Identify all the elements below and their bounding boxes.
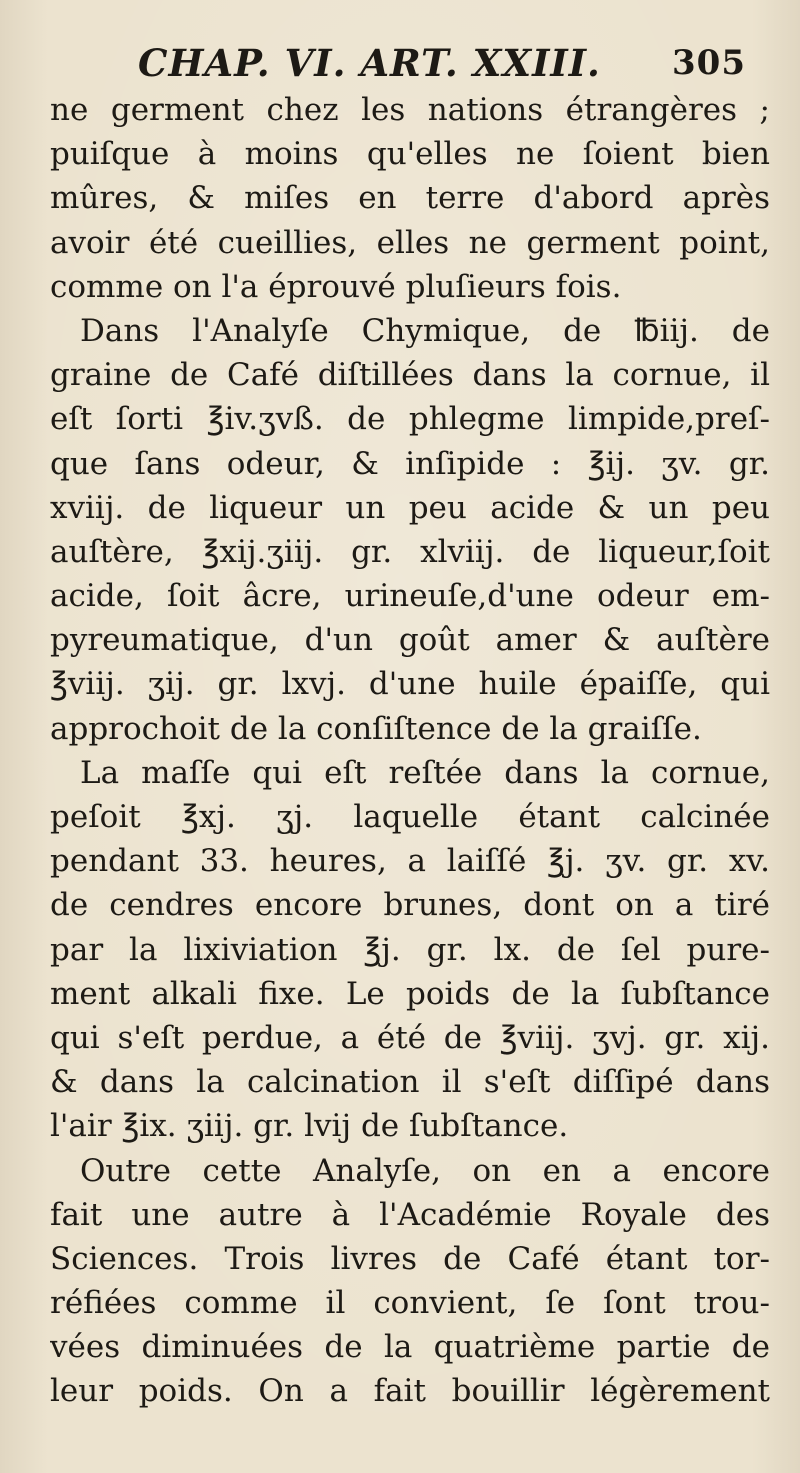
text-line: xviij. de liqueur un peu acide & un peu <box>50 489 770 526</box>
body-text <box>50 88 770 1414</box>
text-line: l'air ℥ix. ʒiij. gr. lvij de ſubſtance. <box>50 1108 569 1145</box>
text-line: réfiées comme il convient, ſe ſont trou- <box>50 1285 770 1322</box>
text-line: Outre cette Analyſe, on en a encore <box>80 1152 770 1189</box>
text-line: pyreumatique, d'un goût amer & auſtère <box>50 622 770 659</box>
text-line: graine de Café diſtillées dans la cornue, il <box>50 357 770 394</box>
text-line: puiſque à moins qu'elles ne ſoient bien <box>50 136 770 173</box>
running-head-title: CHAP. VI. ART. XXIII. <box>138 41 601 85</box>
text-line: pendant 33. heures, a laiſſé ℥j. ʒv. gr. xv. <box>50 843 770 880</box>
text-line: de cendres encore brunes, dont on a tiré <box>50 887 770 924</box>
text-line: que ſans odeur, & inſipide : ℥ij. ʒv. gr. <box>50 445 770 482</box>
running-head <box>138 40 778 86</box>
text-line: ne germent chez les nations étrangères ; <box>50 92 770 128</box>
text-line: par la lixiviation ℥j. gr. lx. de ſel pure- <box>50 931 770 968</box>
text-line: ℥viij. ʒij. gr. lxvj. d'une huile épaiſſe, qui <box>50 666 770 703</box>
text-line: vées diminuées de la quatrième partie de <box>50 1329 770 1366</box>
text-line: acide, ſoit âcre, urineuſe,d'une odeur em- <box>50 578 770 615</box>
text-line: leur poids. On a fait bouillir légèrement <box>50 1373 770 1410</box>
text-line: auſtère, ℥xij.ʒiij. gr. xlviij. de liqueur,ſoit <box>50 533 770 570</box>
page-number: 305 <box>672 43 746 83</box>
text-line: Dans l'Analyſe Chymique, de ℔iij. de <box>80 312 770 349</box>
text-line: mûres, & miſes en terre d'abord après <box>50 180 770 217</box>
text-line: comme on l'a éprouvé pluſieurs fois. <box>50 268 622 305</box>
text-line: qui s'eſt perdue, a été de ℥viij. ʒvj. gr. xij. <box>50 1019 770 1056</box>
text-line: avoir été cueillies, elles ne germent point, <box>50 224 770 261</box>
text-line: La maſſe qui eſt reſtée dans la cornue, <box>80 754 770 791</box>
text-line: eſt ſorti ℥iv.ʒvß. de phlegme limpide,preſ- <box>50 401 770 438</box>
text-line: fait une autre à l'Académie Royale des <box>50 1196 770 1233</box>
text-line: peſoit ℥xj. ʒj. laquelle étant calcinée <box>50 799 770 835</box>
text-line: Sciences. Trois livres de Café étant tor- <box>50 1240 770 1277</box>
text-line: & dans la calcination il s'eſt diſſipé dans <box>50 1064 770 1101</box>
text-line: approchoit de la conſiſtence de la graiſſe. <box>50 710 702 747</box>
text-line: ment alkali fixe. Le poids de la ſubſtance <box>50 975 770 1012</box>
